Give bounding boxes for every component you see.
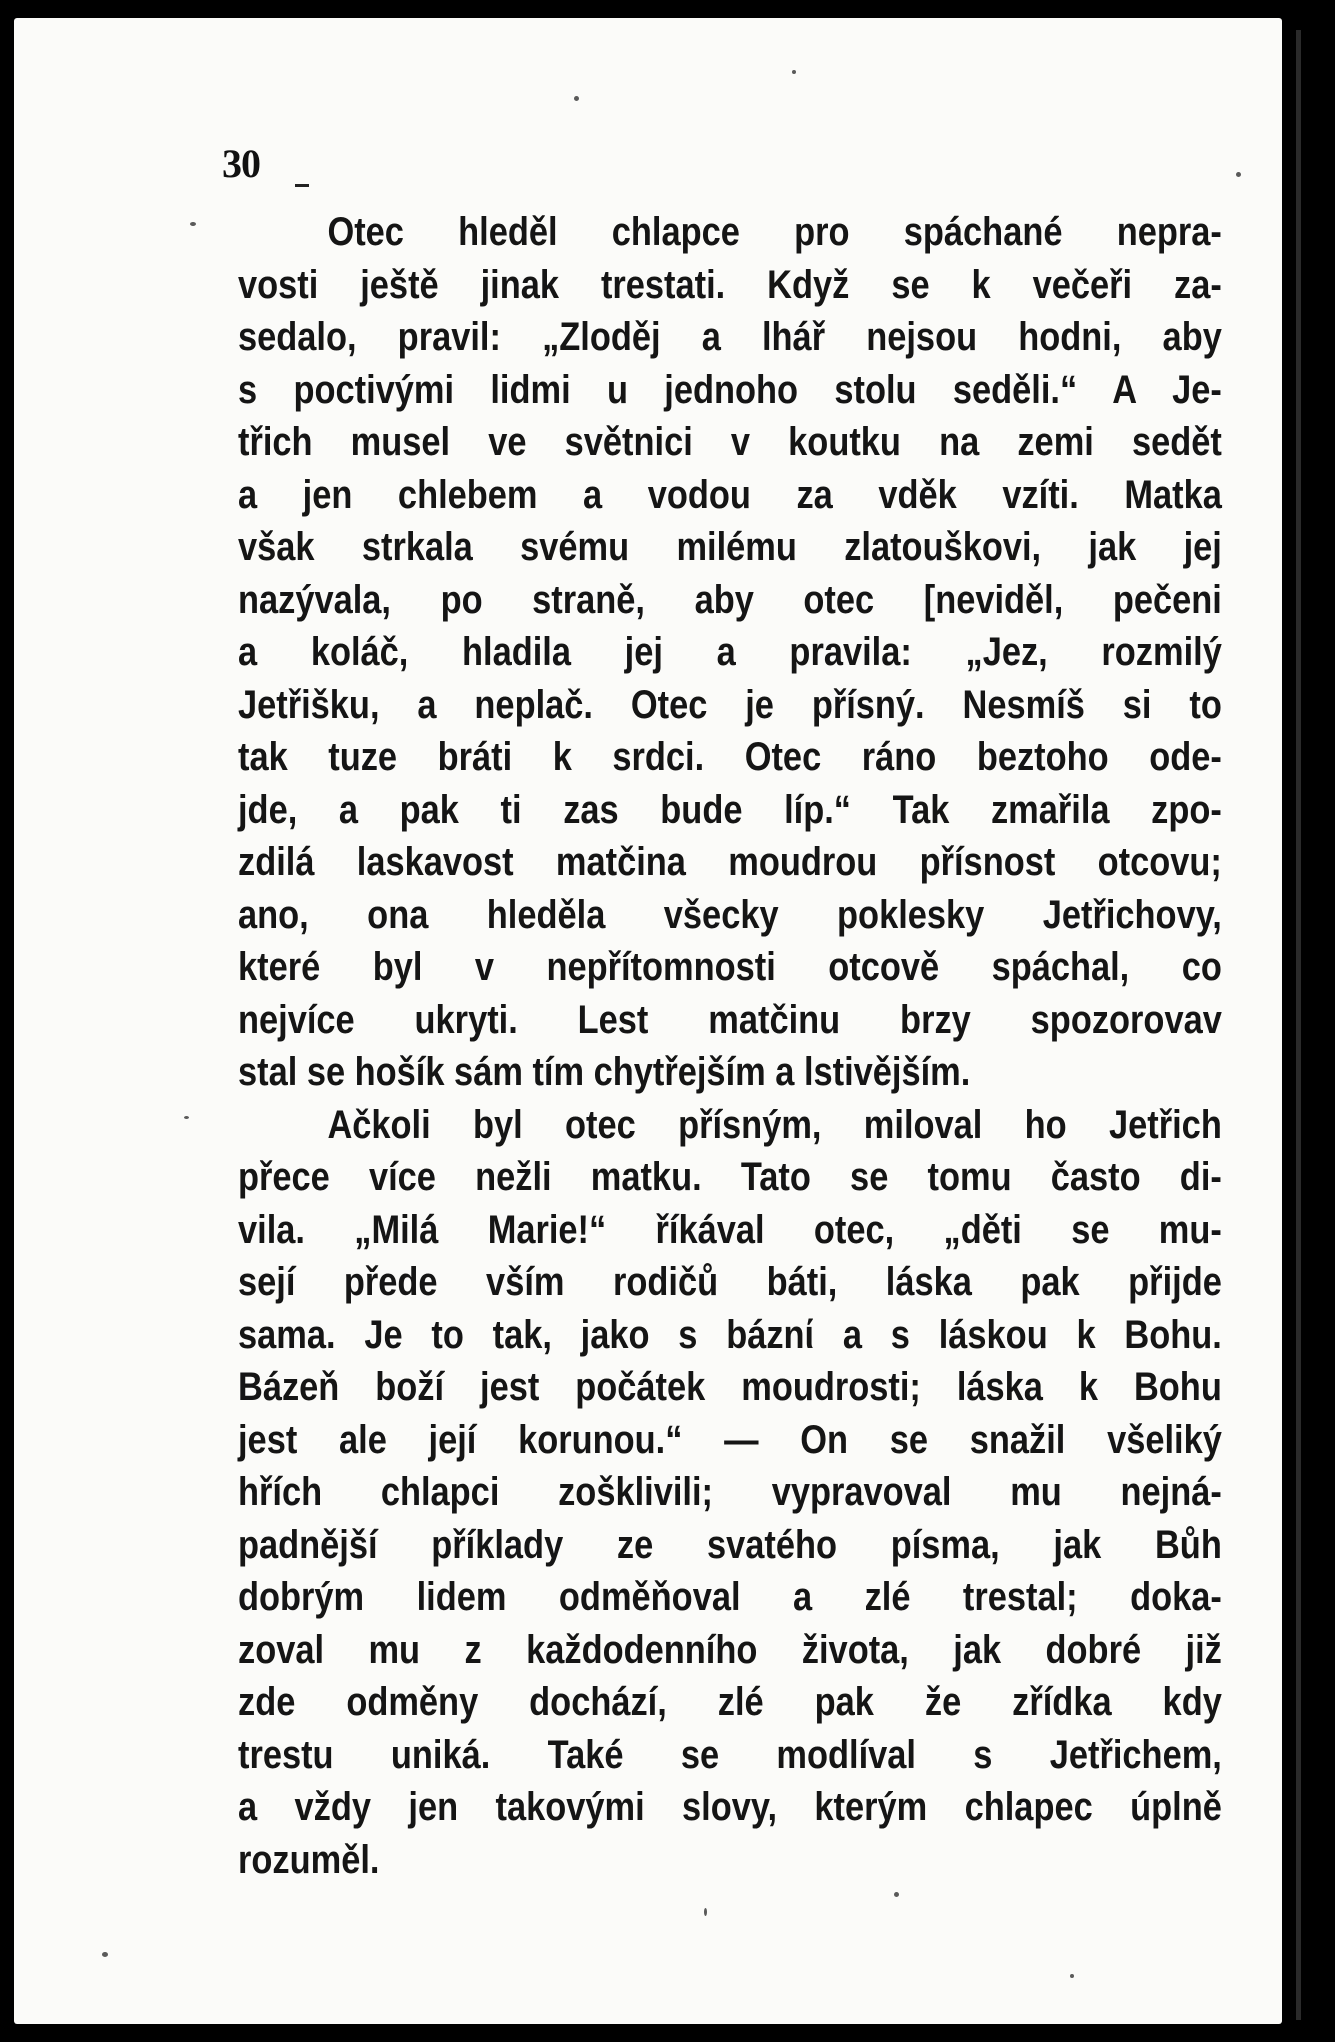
text-line: ano, ona hleděla všecky poklesky Jetřichovy, (238, 892, 1222, 937)
paper-speck (1070, 1974, 1074, 1978)
book-page (14, 18, 1282, 2024)
text-line: hřích chlapci zošklivili; vypravoval mu nejná- (238, 1470, 1222, 1514)
paper-speck (184, 1116, 189, 1119)
page-edge-rule (1296, 30, 1301, 2020)
text-line: dobrým lidem odměňoval a zlé trestal; doka- (238, 1575, 1222, 1619)
text-line: a vždy jen takovými slovy, kterým chlapec úplně (238, 1785, 1222, 1829)
body-text (238, 206, 1222, 1886)
paper-speck (1236, 172, 1241, 177)
text-line: které byl v nepřítomnosti otcově spáchal, co (238, 945, 1222, 989)
paper-speck (574, 96, 579, 101)
text-line: vosti ještě jinak trestati. Když se k večeři za- (238, 262, 1222, 307)
paper-speck (894, 1892, 899, 1897)
text-line: tak tuze bráti k srdci. Otec ráno beztoho ode- (238, 735, 1222, 779)
page-number: 30 (222, 141, 260, 186)
text-line: jde, a pak ti zas bude líp.“ Tak zmařila zpo- (238, 787, 1222, 832)
text-line: a jen chlebem a vodou za vděk vzíti. Matka (238, 472, 1222, 517)
text-line: Otec hleděl chlapce pro spáchané nepra- (327, 210, 1222, 254)
page-number-underline (295, 184, 309, 187)
paper-speck (190, 222, 196, 226)
text-line: sama. Je to tak, jako s báznί a s láskou k Bohu. (238, 1312, 1222, 1357)
text-line: trestu uniká. Také se modlíval s Jetřichem, (238, 1732, 1222, 1777)
text-line: zoval mu z každodenního života, jak dobré již (238, 1627, 1222, 1672)
text-line: stal se hošík sám tím chytřejším a lstivějším. (238, 1050, 971, 1094)
text-line: však strkala svému milému zlatouškovi, jak jej (238, 525, 1222, 569)
text-line: zdilá laskavost matčina moudrou přísnost otcovu; (238, 840, 1222, 884)
text-line: přece více nežli matku. Tato se tomu často di- (238, 1155, 1222, 1199)
text-line: Jetřišku, a neplač. Otec je přísný. Nesmíš si to (238, 682, 1222, 727)
text-line: rozuměl. (238, 1837, 380, 1882)
text-line: Bázeň boží jest počátek moudrosti; láska k Bohu (238, 1365, 1222, 1409)
text-line: padnější příklady ze svatého písma, jak Bůh (238, 1522, 1222, 1567)
paper-speck (792, 70, 796, 74)
text-line: nazývala, po straně, aby otec [neviděl, pečeni (238, 577, 1222, 622)
text-line: sedalo, pravil: „Zloděj a lhář nejsou hodni, aby (238, 315, 1222, 359)
text-line: vila. „Milá Marie!“ říkával otec, „děti se mu- (238, 1207, 1222, 1252)
paper-speck (704, 1908, 707, 1916)
text-line: nejvíce ukryti. Lest matčinu brzy spozorovav (238, 997, 1222, 1042)
text-line: sejí přede vším rodičů báti, láska pak přijde (238, 1260, 1222, 1304)
paper-speck (102, 1952, 108, 1957)
text-line: a koláč, hladila jej a pravila: „Jez, rozmilý (238, 630, 1222, 674)
text-line: s poctivými lidmi u jednoho stolu seděli.“ A Je- (238, 367, 1222, 412)
text-line: jest ale její korunou.“ — On se snažil všeliký (238, 1417, 1222, 1462)
text-line: třich musel ve světnici v koutku na zemi sedět (238, 420, 1222, 464)
text-line: Ačkoli byl otec přísným, miloval ho Jetřich (327, 1102, 1222, 1147)
text-line: zde odměny dochází, zlé pak že zřídka kdy (238, 1680, 1222, 1724)
